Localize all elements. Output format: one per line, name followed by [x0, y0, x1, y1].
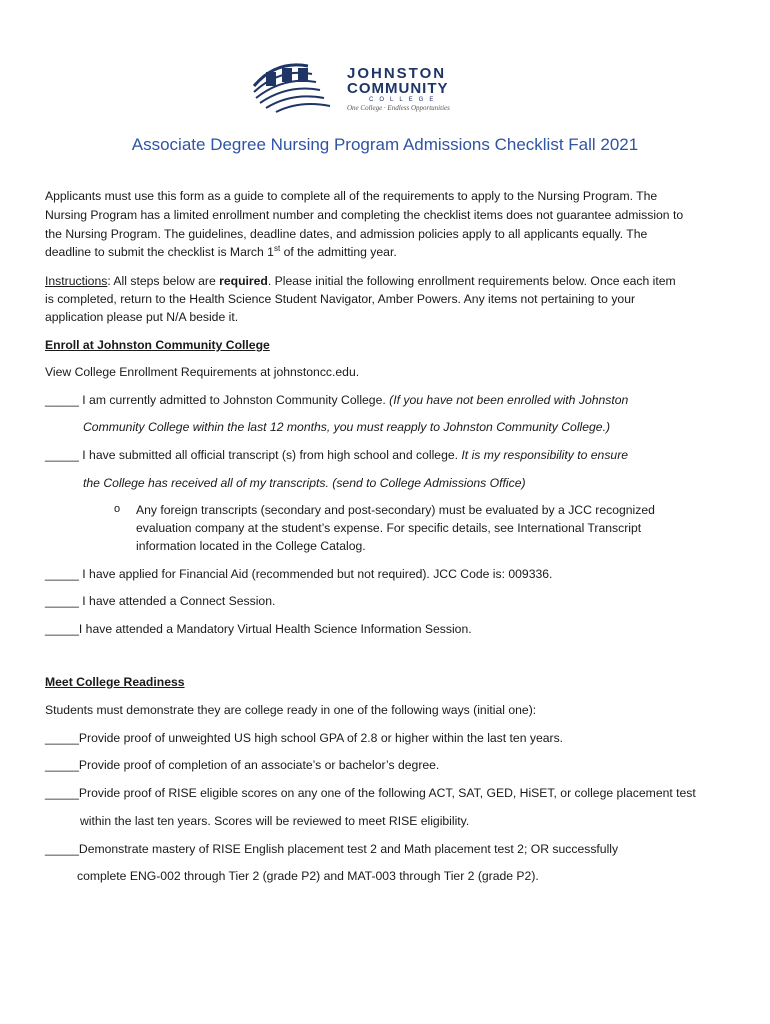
instructions-line-3: application please put N/A beside it. [45, 310, 239, 324]
readiness-option-gpa [45, 729, 563, 747]
intro-deadline-text: deadline to submit the checklist is March 1 [45, 245, 274, 259]
initial-blank[interactable]: _____ [45, 567, 79, 581]
instructions-text-a: : All steps below are [107, 274, 220, 288]
enroll-item-admitted-note: (If you have not been enrolled with Johnston [389, 393, 629, 407]
initial-blank[interactable]: _____ [45, 448, 79, 462]
bullet-marker: o [114, 503, 121, 515]
readiness-option-degree [45, 756, 439, 774]
readiness-option-degree-text: Provide proof of completion of an associate’s or bachelor’s degree. [78, 758, 440, 772]
enroll-item-financial-aid-text: I have applied for Financial Aid (recommended but not required). JCC Code is: 009336. [78, 567, 553, 581]
enroll-item-info-session-text: I have attended a Mandatory Virtual Health Science Information Session. [78, 622, 472, 636]
logo-tagline: One College · Endless Opportunities [347, 104, 450, 112]
intro-line-4 [45, 243, 397, 261]
bullet-line-3: information located in the College Catalog. [136, 539, 366, 553]
logo-line-johnston: JOHNSTON [347, 65, 447, 82]
readiness-intro: Students must demonstrate they are college ready in one of the following ways (initial one): [45, 703, 537, 717]
enroll-item-connect-text: I have attended a Connect Session. [78, 594, 276, 608]
readiness-option-scores-text: Provide proof of RISE eligible scores on any one of the following ACT, SAT, GED, HiSET, or college placement test [78, 786, 696, 800]
enroll-item-financial-aid [45, 565, 552, 583]
initial-blank[interactable]: _____ [45, 758, 79, 772]
readiness-option-mastery [45, 840, 618, 858]
initial-blank[interactable]: _____ [45, 786, 79, 800]
intro-line-3: the Nursing Program. The guidelines, deadline dates, and admission policies apply to all applicants equally. The [45, 227, 648, 241]
instructions-text-b: . Please initial the following enrollment requirements below. Once each item [267, 274, 676, 288]
enroll-item-info-session [45, 620, 472, 638]
logo-line-college: COLLEGE [369, 97, 440, 103]
logo-wordmark [347, 66, 522, 113]
intro-line-1: Applicants must use this form as a guide to complete all of the requirements to apply to the Nursing Program. The [45, 189, 658, 203]
intro-ordinal: st [273, 243, 281, 253]
enroll-item-transcripts-note-2: the College has received all of my transcripts. (send to College Admissions Office) [83, 476, 526, 490]
readiness-option-scores-line-2: within the last ten years. Scores will be reviewed to meet RISE eligibility. [80, 814, 470, 828]
enroll-item-admitted-note-2: Community College within the last 12 months, you must reapply to Johnston Community College.) [83, 420, 611, 434]
readiness-heading: Meet College Readiness [45, 675, 185, 689]
enroll-item-admitted [45, 391, 628, 409]
logo-line-community: COMMUNITY [347, 80, 449, 97]
logo-emblem-icon [246, 56, 346, 116]
instructions-line-1 [45, 272, 676, 290]
enroll-heading: Enroll at Johnston Community College [45, 338, 270, 352]
bullet-line-1: Any foreign transcripts (secondary and post-secondary) must be evaluated by a JCC recognized [136, 503, 655, 517]
initial-blank[interactable]: _____ [45, 393, 79, 407]
enroll-item-admitted-text: I am currently admitted to Johnston Community College. [78, 393, 390, 407]
initial-blank[interactable]: _____ [45, 594, 79, 608]
readiness-option-mastery-text: Demonstrate mastery of RISE English placement test 2 and Math placement test 2; OR successfully [78, 842, 619, 856]
instructions-required: required [219, 274, 268, 288]
enroll-item-connect [45, 592, 275, 610]
instructions-label: Instructions [45, 274, 108, 288]
intro-line-2: Nursing Program has a limited enrollment number and completing the checklist items does not guarantee admission to [45, 208, 684, 222]
enroll-view-requirements: View College Enrollment Requirements at johnstoncc.edu. [45, 365, 360, 379]
enroll-item-transcripts [45, 446, 628, 464]
enroll-item-transcripts-note: It is my responsibility to ensure [461, 448, 629, 462]
readiness-option-mastery-line-2: complete ENG-002 through Tier 2 (grade P2) and MAT-003 through Tier 2 (grade P2). [77, 869, 539, 883]
college-logo [244, 52, 526, 120]
intro-deadline-text-end: of the admitting year. [280, 245, 397, 259]
initial-blank[interactable]: _____ [45, 622, 79, 636]
instructions-line-2: is completed, return to the Health Science Student Navigator, Amber Powers. Any items not pertaining to your [45, 292, 636, 306]
initial-blank[interactable]: _____ [45, 731, 79, 745]
bullet-line-2: evaluation company at the student’s expense. For specific details, see International Transcript [136, 521, 642, 535]
readiness-option-scores [45, 784, 696, 802]
page-title: Associate Degree Nursing Program Admissions Checklist Fall 2021 [131, 135, 639, 154]
readiness-option-gpa-text: Provide proof of unweighted US high school GPA of 2.8 or higher within the last ten years. [78, 731, 564, 745]
enroll-item-transcripts-text: I have submitted all official transcript (s) from high school and college. [78, 448, 462, 462]
initial-blank[interactable]: _____ [45, 842, 79, 856]
